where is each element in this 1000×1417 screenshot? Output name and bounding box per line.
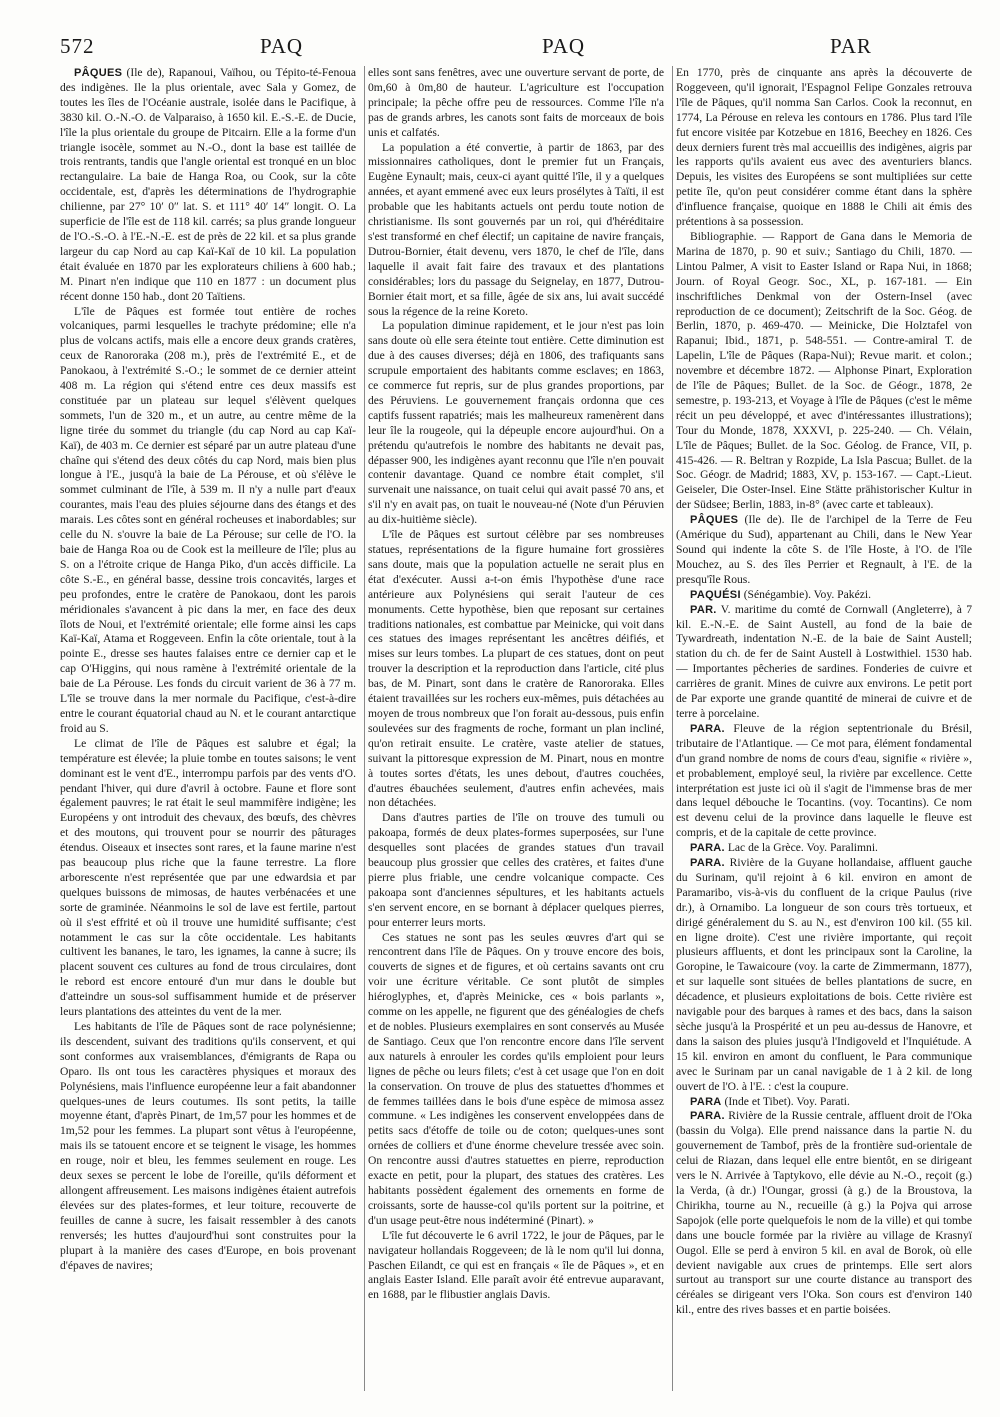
entry-headword: PARA. [690, 842, 725, 855]
dictionary-entry [676, 1095, 972, 1110]
dictionary-entry [676, 841, 972, 856]
paragraph-text: L'île fut découverte le 6 avril 1722, le jour de Pâques, par le navigateur hollandais Roggeveen; de là le nom qu'il lui donna, Paschen Eilandt, ce qui est en français « île de Pâques », et en anglais Easter Island. Elle paraît avoir été entrevue auparavant, en 1688, par le flibustier anglais Davis. [368, 1228, 664, 1302]
running-header [60, 34, 960, 62]
paragraph-text: Les habitants de l'île de Pâques sont de race polynésienne; ils descendent, suivant des traditions qu'ils conservent, et qui sont conformes aux vraisemblances, d'émigrants de Rapa ou Oparo. Ils ont tous les caractères physiques et moraux des Polynésiens, mais l'influence européenne leur a fait abandonner quelques-unes de leurs coutumes. Ils sont petits, la taille moyenne étant, d'après Pinart, de 1m,57 pour les hommes et de 1m,52 pour les femmes. La plupart sont vêtus à l'européenne, mais ils se tatouent encore et se teignent le visage, les hommes en rouge, noir et bleu, les femmes seulement en rouge. Les deux sexes se percent le lobe de l'oreille, qu'ils déforment et allongent affreusement. Les maisons indigènes étaient autrefois élevées sur des plates-formes, et leur toiture, recouverte de feuilles de canne à sucre, les faisait ressembler à des canots renversés; les huttes d'aujourd'hui sont construites pour la plupart à la manière des cases d'Europe, en bois provenant d'épaves de navires; [60, 1020, 356, 1272]
paragraph [368, 811, 664, 930]
paragraph-text: Ces statues ne sont pas les seules œuvres d'art qui se rencontrent dans l'île de Pâques. On y trouve encore des bois, couverts de signes et de figures, et où certains savants ont cru voir une écriture véritable. Ce sont plutôt de simples hiéroglyphes, et, d'après Meinicke, ces « bois parlants », comme on les appelle, ne figurent que des généalogies de chefs et de nobles. Plusieurs exemplaires en sont conservés au Musée de Santiago. Ceux que l'on rencontre encore dans l'île servent aux naturels à enrouler les cordes qu'ils emploient pour leurs lignes de pêche ou leurs filets; c'est à cet usage que l'on en doit la conservation. On trouve de plus des statuettes d'hommes et de femmes taillées dans le bois d'une espèce de mimosa assez commune. « Les indigènes les conservent enveloppées dans de petits sacs d'étoffe de toile ou de coton; quelques-unes sont ornées de colliers et d'une énorme chevelure tressée avec soin. On rencontre aussi d'autres statuettes en pierre, reproduction exacte en petit, pour la plupart, des statues des cratères. Les habitants possèdent également des ornements en forme de croissants, sorte de hausse-col qu'ils portent sur la poitrine, et d'un usage peut-être nous indéterminé (Pinart). » [368, 930, 664, 1227]
column-left [60, 66, 356, 1396]
header-right-guide-word: PAR [830, 34, 872, 58]
dictionary-entry [676, 603, 972, 722]
paragraph [368, 1229, 664, 1304]
paragraph [368, 141, 664, 320]
paragraph-text: Lac de la Grèce. Voy. Paralimni. [724, 841, 878, 855]
paragraph [60, 1020, 356, 1273]
paragraph-text: L'île de Pâques est formée tout entière de roches volcaniques, parmi lesquelles le trachyte prédomine; elle n'a plus de volcans actifs, mais elle a encore deux grands cratères, ceux de Ranororaka (208 m.), près de l'extrémité E., et de Panokaou, à l'extrémité S.-O.; le sommet de ce dernier atteint 408 m. La région qui s'étend entre ces deux massifs est constituée par un plateau sur lequel s'élèvent quelques sommets, l'un de 320 m., et un autre, au centre même de la ligne tirée du sommet du triangle (du cap Nord au cap Kaï-Kaï), de 403 m. Ce dernier est séparé par un autre plateau d'une chaîne qui s'étend des deux côtés du cap Nord, mais bien plus longue à l'E., jusqu'à la baie de La Pérouse, et où s'élève le sommet culminant de l'île, à 539 m. Il n'y a nulle part d'eaux courantes, mais l'eau des pluies séjourne dans des étangs et des marais. Les côtes sont en général rocheuses et inabordables; sur celle du N. s'ouvre la baie de La Pérouse; sur celle de l'O. la baie de Hanga Roa ou de Cook est la meilleure de l'île; plus au S. on a l'étroite crique de Hanga Piko, d'un accès difficile. La côte S.-E., en général basse, dessine trois concavités, larges et peu profondes, entre le cratère de Panokaou, dont les parois méridionales s'avancent à pic dans la mer, en face des deux îlots de Noui, et l'extrémité orientale; elle forme ainsi les caps Kaï-Kaï, Atama et Roggeveen. Enfin la côte orientale, tout à la pointe E., dresse ses hautes falaises entre ce dernier cap et le cap O'Higgins, qui nous ramène à l'extrémité orientale de la baie de La Pérouse. Les fonds du circuit varient de 36 à 77 m. L'île se trouve dans la mer normale du Pacifique, c'est-à-dire entre le courant équatorial chaud au N. et le courant antarctique froid au S. [60, 304, 356, 735]
paragraph-text: Rivière de la Guyane hollandaise, affluent gauche du Surinam, qu'il rejoint à 6 kil. environ en amont de Paramaribo, vis-à-vis du confluent de la crique Paulus (rive dr.), à Ornamibo. La longueur de son cours très tortueux, et dirigé généralement du S. au N., est d'environ 100 kil. (55 kil. en ligne droite). C'est une rivière importante, qui reçoit plusieurs affluents, et dont les principaux sont la Caroline, la Goropine, le Tawaicoure (voy. la carte de Zimmermann, 1877), et sur laquelle sont situées de belles plantations de sucre, en décadence, et plusieurs exploitations de bois. Cette rivière est navigable pour des barques à rames et des bacs, dans la saison sèche jusqu'à la Prospérité et un peu au-dessus de Hanovre, et dans la saison des pluies jusqu'à l'Indigoveld et l'Inquiétude. A 15 kil. environ en amont du confluent, le Para communique avec le Surinam par un canal navigable de 1 à 2 kil. de long ouvert de l'O. à l'E. : c'est la coupure. [676, 856, 972, 1093]
page-number: 572 [60, 34, 95, 58]
column-middle [368, 66, 664, 1396]
paragraph-text: Fleuve de la région septentrionale du Brésil, tributaire de l'Atlantique. — Ce mot para, élément fondamental d'un grand nombre de noms de cours d'eau, signifie « rivière », et probablement, employé seul, la rivière par excellence. Cette interprétation est juste ici où il s'agit de l'immense bras de mer dans lequel débouche le Tocantins. (voy. Tocantins). Ce nom est devenu celui de la province dans laquelle le fleuve est compris, et de la capitale de cette province. [676, 721, 972, 840]
paragraph [60, 305, 356, 737]
paragraph [676, 230, 972, 513]
paragraph-text: En 1770, près de cinquante ans après la découverte de Roggeveen, qu'il ignorait, l'Espagnol Felipe Gonzales retrouva l'île de Pâques, qu'il nomma San Carlos. Cook la reconnut, en 1774, La Pérouse en releva les contours en 1786. Plus tard l'île fut encore visitée par Kotzebue en 1816, Beechey en 1826. Ces deux derniers furent très mal accueillis des indigènes, aigris par les rapports qu'ils avaient eus avec des aventuriers blancs. Depuis, les visites des Européens se sont multipliées sur cette petite île, qu'on peut considérer comme étant dans la sphère d'influence française, quoique en 1888 le Chili ait émis des prétentions à sa possession. [676, 66, 972, 229]
header-middle-guide-word: PAQ [542, 34, 586, 58]
text-columns [60, 66, 972, 1396]
entry-headword: PÂQUES [690, 514, 739, 527]
paragraph-text: Rivière de la Russie centrale, affluent droit de l'Oka (bassin du Volga). Elle prend naissance dans la partie N. du gouvernement de Tambof, près de la frontière sud-orientale de celui de Riazan, dans lequel elle entre bientôt, en se dirigeant vers le N. Arrivée à Taptykovo, elle dévie au N.-O., reçoit (g.) la Verda, (à dr.) l'Oungar, grossi (à g.) de la Broustova, la Chirikha, tourne au N., recueille (à g.) la Pojva qui arrose Sapojok (elle porte quelquefois le nom de la ville) et qui tombe dans une boucle formée par la rivière au village de Krasnyï Ougol. Elle se perd à environ 5 kil. en aval de Borok, où elle devient navigable aux crues de printemps. Elle sert alors surtout au transport sur une courte distance au transport des céréales se dirigeant vers l'Oka. Son cours est d'environ 140 kil., entre des rives basses et en partie boisées. [676, 1109, 972, 1317]
dictionary-entry [676, 588, 972, 603]
entry-headword: PARA [690, 1095, 722, 1108]
header-left-guide-word: PAQ [260, 34, 304, 58]
dictionary-entry [60, 66, 356, 305]
entry-headword: PARA. [690, 722, 725, 735]
column-right [676, 66, 972, 1396]
paragraph [60, 737, 356, 1020]
entry-headword: PÂQUES [74, 67, 123, 79]
paragraph [676, 66, 972, 230]
dictionary-entry [676, 1109, 972, 1318]
paragraph-text: La population diminue rapidement, et le jour n'est pas loin sans doute où elle sera éteinte tout entière. Cette diminution est due à des causes diverses; déjà en 1806, des trafiquants sans scrupule emportaient des habitants comme esclaves; en 1863, ce commerce fut repris, sur de plus grandes proportions, par des Péruviens. Le gouvernement français ordonna que ces captifs fussent rapatriés; mais les malheureux ramenèrent dans leur île la rougeole, qui la dépeuple encore aujourd'hui. On a prétendu qu'autrefois le nombre des habitants ne devait pas, dépasser 900, les indigènes ayant reconnu que l'île n'en pouvait contenir davantage. Quand ce nombre était complet, s'il survenait une naissance, on tuait celui qui avait passé 70 ans, et s'il n'y en avait pas, on tuait le nouveau-né (Note d'un Péruvien au dix-huitième siècle). [368, 319, 664, 527]
entry-headword: PAQUÉSI [690, 588, 741, 601]
dictionary-entry [676, 856, 972, 1095]
paragraph-text: V. maritime du comté de Cornwall (Angleterre), à 7 kil. E.-N.-E. de Saint Austell, au fond de la baie de Tywardreath, indentation N.-E. de la baie de Saint Austell; station du ch. de fer de Saint Austell à Lostwithiel. 1530 hab. — Importantes pêcheries de sardines. Fonderies de cuivre et carrières de granit. Mines de cuivre aux environs. Le petit port de Par exporte une grande quantité de minerai de cuivre et de terre à porcelaine. [676, 602, 972, 720]
dictionary-entry [676, 722, 972, 841]
paragraph-text: (Inde et Tibet). Voy. Parati. [721, 1094, 850, 1108]
entry-headword: PAR. [690, 603, 717, 616]
paragraph-text: La population a été convertie, à partir de 1863, par des missionnaires catholiques, dont le premier fut un Français, Eugène Eynault; mais, ceux-ci ayant quitté l'île, il y a quelques années, et ayant emmené avec eux leurs prosélytes à Taïti, il est probable que les habitants actuels ont perdu toute notion de christianisme. Ils sont gouvernés par un roi, qui d'héréditaire s'est transformé en chef électif; un capitaine de navire français, Dutrou-Bornier, était devenu, vers 1870, le chef de l'île, dans laquelle il avait fait faire des travaux et des plantations considérables; lors du passage du Seignelay, en 1877, Dutrou-Bornier était mort, et sa fille, âgée de six ans, lui avait succédé sous la régence de la reine Koreto. [368, 140, 664, 318]
entry-headword: PARA. [690, 857, 725, 870]
paragraph-text: L'île de Pâques est surtout célèbre par ses nombreuses statues, représentations de la figure humaine fort grossières sans doute, mais que la population actuelle ne serait plus en état d'exécuter. Aussi a-t-on émis l'hypothèse d'une race antérieure aux Polynésiens qui serait l'auteur de ces monuments. Cette hypothèse, bien que reposant sur certaines traditions nationales, est combattue par Meinicke, qui voit dans ces statues des images représentant les ancêtres déifiés, et mises sur leurs tombes. La plupart de ces statues, dont on peut trouver la description et la reproduction dans l'article, cité plus bas, de M. Pinart, sont dans le cratère de Ranororaka. Elles étaient travaillées sur les rochers eux-mêmes, puis détachées au moyen de trous nombreux que l'on forait au-dessous, puis enfin soulevées sur des fragments de roche, formant un plan incliné, qu'on retirait ensuite. Le cratère, vaste atelier de statues, suivant la pittoresque expression de M. Pinart, nous en montre à toutes sortes d'états, les unes debout, d'autres couchées, d'autres ébauchées seulement, d'autres enfin achevées, mais non détachées. [368, 528, 664, 810]
paragraph [368, 319, 664, 528]
paragraph-text: Bibliographie. — Rapport de Gana dans le Memoria de Marina de 1870, p. 90 et suiv.; Santiago du Chili, 1870. — Lintou Palmer, A visit to Easter Island or Rapa Nui, in 1868; Journ. of Royal Geogr. Soc., XL, p. 167-181. — Ein inschriftliches Denkmal von der Ostern-Insel (avec reproduction de ce document); Zeitschrift de la Soc. Géog. de Berlin, 1870, p. 469-470. — Meinicke, Die Holztafel von Rapanui; Ibid., 1871, p. 548-551. — Contre-amiral T. de Lapelin, L'île de Pâques (Rapa-Nui); Revue marit. et colon.; novembre et décembre 1872. — Alphonse Pinart, Exploration de l'île de Pâques; Bullet. de la Soc. de Géogr., 1878, 2e semestre, p. 193-213, et Voyage à l'île de Pâques (c'est le même récit un peu développé, et avec d'intéressantes illustrations); Tour du Monde, 1878, XXXVI, p. 225-240. — Ch. Vélain, L'île de Pâques; Bullet. de la Soc. Géolog. de France, VII, p. 415-426. — R. Beltran y Rozpide, La Isla Pascua; Bullet. de la Soc. Géogr. de Madrid; 1883, XV, p. 153-167. — Capt.-Lieut. Geiseler, Die Oster-Insel. Eine Stätte prähistorischer Kultur in der Südsee; Berlin, 1883, in-8° (avec carte et tableaux). [676, 229, 972, 512]
entry-headword: PARA. [690, 1110, 725, 1123]
paragraph [368, 66, 664, 141]
paragraph [368, 528, 664, 811]
dictionary-entry [676, 513, 972, 588]
paragraph-text: (Ile de), Rapanoui, Vaïhou, ou Tépito-té-Fenoua des indigènes. Ile la plus orientale, avec Sala y Gomez, de toutes les îles de l'Océanie australe, isolée dans le Pacifique, à 3830 kil. O.-N.-O. de Valparaiso, à 1650 kil. E.-S.-E. de Ducie, l'île la plus orientale du groupe de Pitcairn. Elle a la forme d'un triangle isocèle, sommet au N.-O., dont la base est taillée de trois rentrants, tandis que l'angle oriental est tronqué en un bloc rectangulaire. La baie de Hanga Roa, ou Cook, sur la côte occidentale, est, d'après les déterminations de l'hydrographie chilienne, par 27° 10′ 0″ lat. S. et 111° 40′ 14″ longit. O. La superficie de l'île est de 118 kil. carrés; sa plus grande longueur de l'O.-S.-O. à l'E.-N.-E. est de près de 22 kil. et sa plus grande largeur du cap Nord au cap Kaï-Kaï de 10 kil. La population était évaluée en 1870 par les explorateurs chiliens à 600 hab.; M. Pinart n'en indique que 110 en 1877 : un document plus récent donne 150 hab., dont 20 Taïtiens. [60, 66, 356, 303]
paragraph-text: Dans d'autres parties de l'île on trouve des tumuli ou pakoapa, formés de deux plates-formes superposées, sur l'une desquelles sont placées de grandes statues d'un travail beaucoup plus grossier que celles des cratères, et faites d'une pierre plus friable, une cendre volcanique compacte. Ces pakoapa sont d'anciennes sépultures, et les habitants actuels s'en servent encore, en se bornant à déplacer quelques pierres, pour enterrer leurs morts. [368, 811, 664, 929]
paragraph-text: (Sénégambie). Voy. Pakézi. [740, 587, 871, 601]
paragraph-text: (Ile de). Ile de l'archipel de la Terre de Feu (Amérique du Sud), appartenant au Chili, dans le New Year Sound qui indente la côte S. de l'île Hoste, à l'O. de l'île Mouchez, au S. des îles Perrier et Regnault, à l'E. de la presqu'île Rous. [676, 513, 972, 586]
paragraph-text: elles sont sans fenêtres, avec une ouverture servant de porte, de 0m,60 à 0m,80 de hauteur. L'agriculture est l'occupation principale; la pêche offre peu de ressources. Comme l'île n'a pas de grands arbres, les canots sont faits de morceaux de bois unis et calfatés. [368, 66, 664, 139]
paragraph [368, 931, 664, 1229]
paragraph-text: Le climat de l'île de Pâques est salubre et égal; la température est élevée; la pluie tombe en toutes saisons; le vent dominant est le vent d'E., interrompu parfois par des vents d'O. pendant l'hiver, qui dure d'avril à octobre. Faune et flore sont également pauvres; le rat était le seul mammifère indigène; les Européens y ont introduit des chevaux, des bœufs, des chèvres et des moutons, qui trouvent pour se nourrir des pâturages étendus. Oiseaux et insectes sont rares, et la faune marine n'est pas beaucoup plus riche que la faune terrestre. La flore arborescente n'est représentée que par une edwardsia et par quelques buissons de mimosas, de hautes verbénacées et une sorte de graminée. Néanmoins le sol de lave est fertile, partout où il s'est effrité et où il trouve une humidité suffisante; c'est notamment le cas sur la côte occidentale. Les habitants cultivent les bananes, le taro, les ignames, la canne à sucre; ils placent souvent ces cultures au fond de trous circulaires, dont le rebord est encore entouré d'un mur dans le double but d'atteindre un sous-sol suffisamment humide et de préserver leurs plantations des atteintes du vent de la mer. [60, 736, 356, 1019]
